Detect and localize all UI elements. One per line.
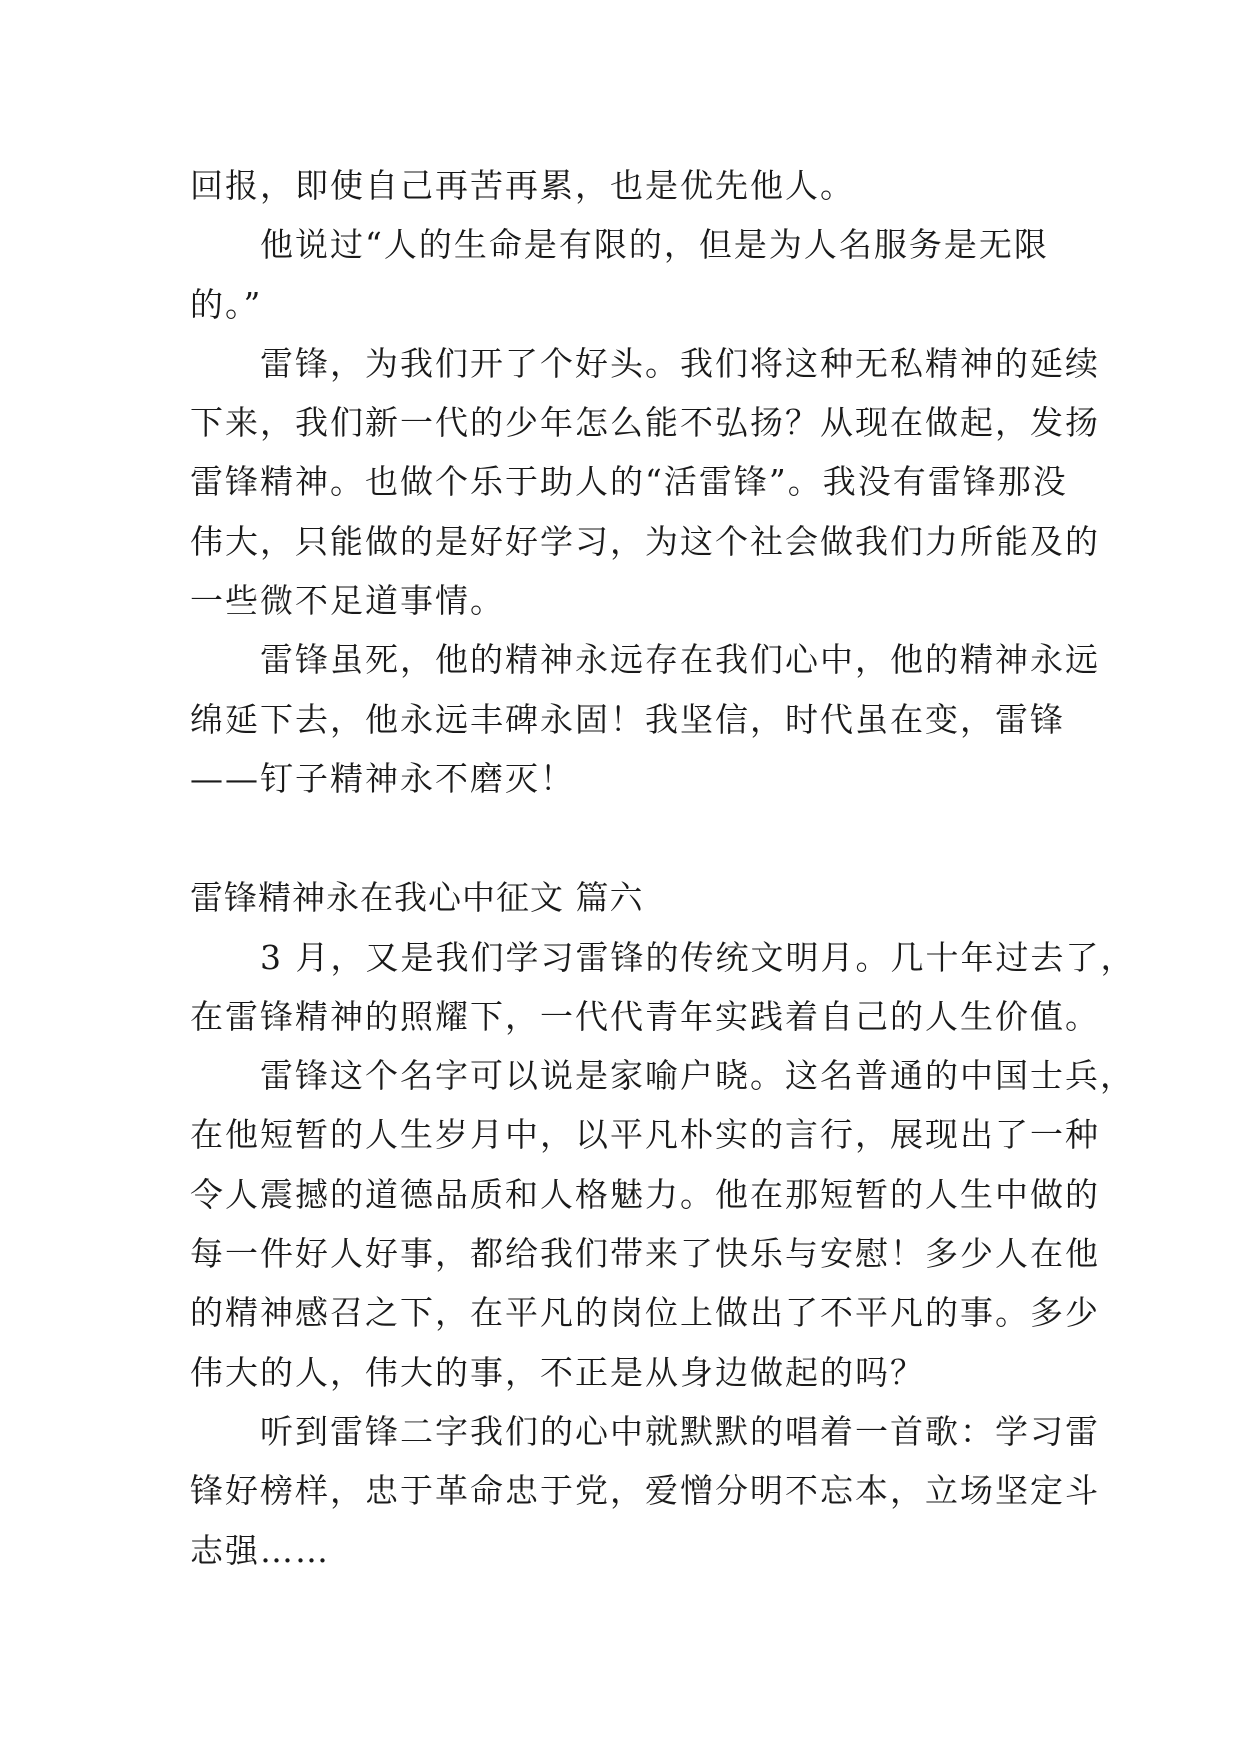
text-line: 雷锋这个名字可以说是家喻户晓。这名普通的中国士兵， xyxy=(190,1056,1135,1096)
text-line: 的精神感召之下，在平凡的岗位上做出了不平凡的事。多少 xyxy=(190,1293,1100,1333)
section-heading: 雷锋精神永在我心中征文 篇六 xyxy=(190,878,644,918)
text-line: 3 月，又是我们学习雷锋的传统文明月。几十年过去了， xyxy=(190,937,1136,977)
text-line: 志强…… xyxy=(190,1530,330,1570)
text-line: 在他短暂的人生岁月中，以平凡朴实的言行，展现出了一种 xyxy=(190,1115,1100,1155)
section-spacer xyxy=(190,808,1052,868)
text-line: 在雷锋精神的照耀下，一代代青年实践着自己的人生价值。 xyxy=(190,996,1100,1036)
text-line: 锋好榜样，忠于革命忠于党，爱憎分明不忘本，立场坚定斗 xyxy=(190,1471,1100,1511)
text-line: 的。” xyxy=(190,284,263,324)
text-line: 令人震撼的道德品质和人格魅力。他在那短暂的人生中做的 xyxy=(190,1174,1100,1214)
text-line: 听到雷锋二字我们的心中就默默的唱着一首歌：学习雷 xyxy=(190,1411,1100,1451)
text-line: 雷锋，为我们开了个好头。我们将这种无私精神的延续 xyxy=(190,343,1100,383)
text-line: 每一件好人好事，都给我们带来了快乐与安慰！多少人在他 xyxy=(190,1234,1100,1274)
text-line: 雷锋虽死，他的精神永远存在我们心中，他的精神永远 xyxy=(190,640,1100,680)
text-line: 一些微不足道事情。 xyxy=(190,581,505,621)
text-line: 他说过“人的生命是有限的，但是为人名服务是无限 xyxy=(190,225,1049,265)
text-line: 伟大，只能做的是好好学习，为这个社会做我们力所能及的 xyxy=(190,521,1100,561)
section-1 xyxy=(190,156,1100,808)
text-line: 回报，即使自己再苦再累，也是优先他人。 xyxy=(190,166,855,205)
text-line: 伟大的人，伟大的事，不正是从身边做起的吗？ xyxy=(190,1352,925,1392)
text-line: 雷锋精神。也做个乐于助人的“活雷锋”。我没有雷锋那没 xyxy=(190,462,1068,502)
text-line: 下来，我们新一代的少年怎么能不弘扬？从现在做起，发扬 xyxy=(190,403,1100,443)
section-2 xyxy=(190,868,1136,1580)
text-line: 绵延下去，他永远丰碑永固！我坚信，时代虽在变，雷锋 xyxy=(190,699,1065,739)
document-body xyxy=(190,156,1136,1580)
text-line: ——钉子精神永不磨灭！ xyxy=(190,758,575,798)
